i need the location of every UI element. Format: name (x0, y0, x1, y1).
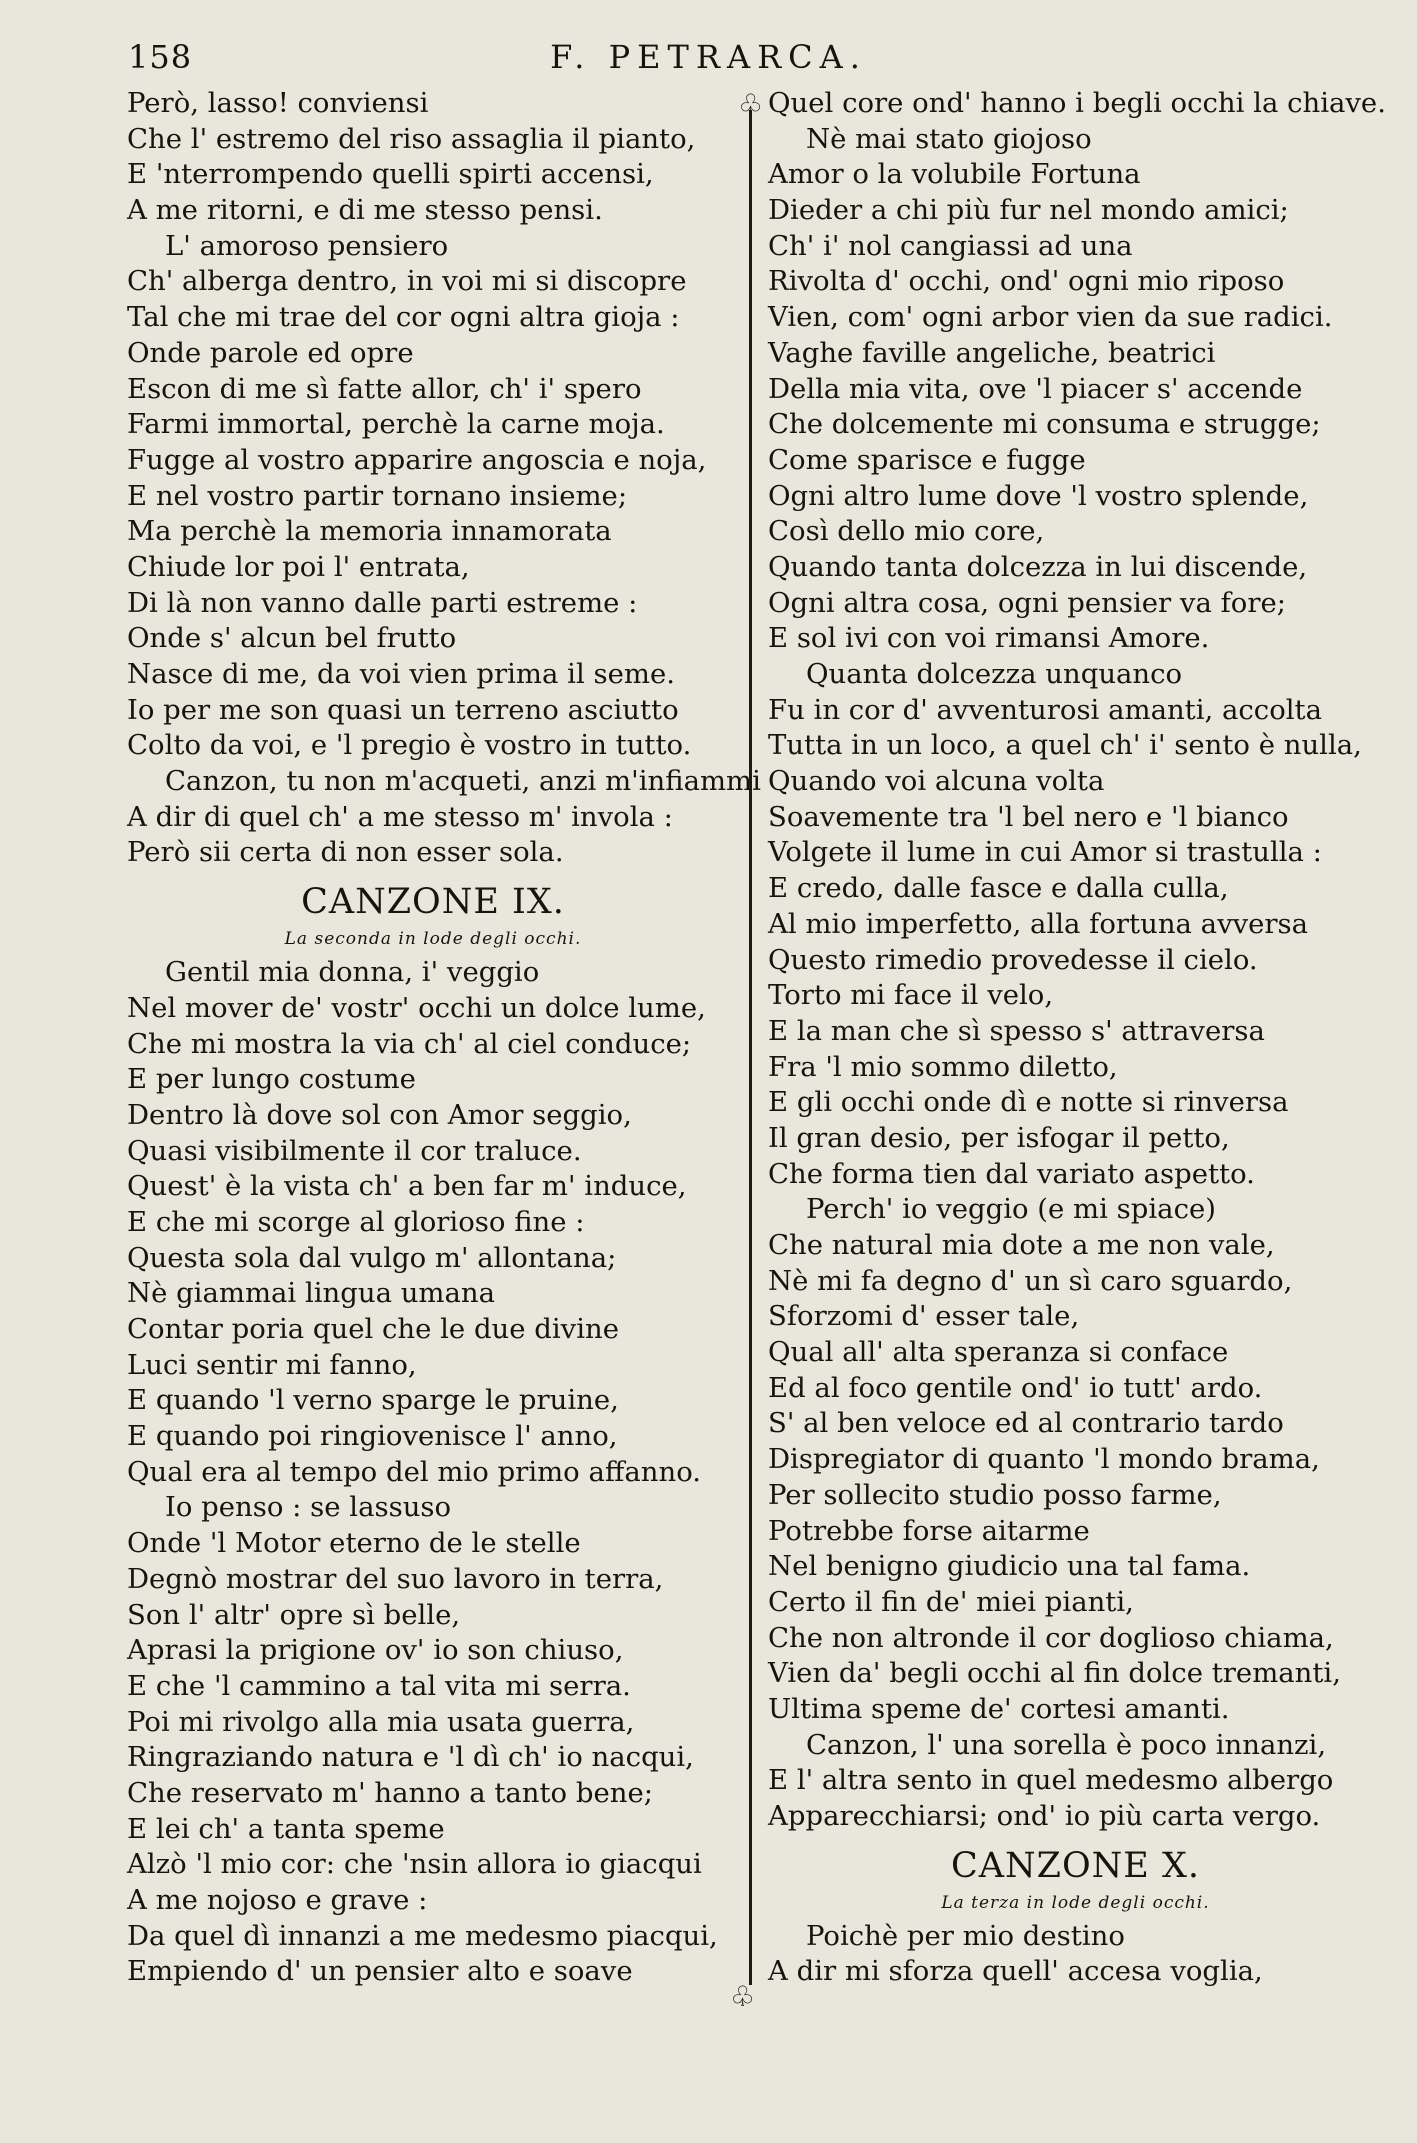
canzone-x-title: CANZONE X. (950, 1845, 1201, 1886)
right-column (768, 86, 1386, 1990)
verse-line: A dir mi sforza quell' accesa voglia, (768, 1955, 1263, 1988)
verse-line: Nè mi fa degno d' un sì caro sguardo, (768, 1264, 1293, 1297)
verse-line: Che mi mostra la via ch' al ciel conduce; (127, 1027, 692, 1060)
verse-line: Che l' estremo del riso assaglia il pianto, (127, 122, 696, 155)
left-column (127, 86, 761, 1990)
verse-line: A me ritorni, e di me stesso pensi. (127, 194, 603, 227)
verse-line: Quando tanta dolcezza in lui discende, (768, 550, 1308, 583)
canzone-ix-title: CANZONE IX. (301, 882, 565, 923)
verse-line: Questo rimedio provedesse il cielo. (768, 943, 1258, 976)
verse-line: Che natural mia dote a me non vale, (768, 1229, 1275, 1261)
verse-line: Fra 'l mio sommo diletto, (768, 1050, 1118, 1083)
verse-line: E sol ivi con voi rimansi Amore. (768, 622, 1210, 655)
verse-line: Però, lasso! conviensi (127, 87, 429, 119)
verse-line: Poi mi rivolgo alla mia usata guerra, (127, 1705, 635, 1738)
verse-line: Ch' i' nol cangiassi ad una (768, 229, 1133, 262)
verse-line: Vaghe faville angeliche, beatrici (768, 336, 1216, 369)
verse-line: E quando poi ringiovenisce l' anno, (127, 1420, 618, 1453)
column-divider (749, 110, 752, 1985)
verse-line: Volgete il lume in cui Amor si trastulla : (768, 836, 1322, 869)
verse-line: E che 'l cammino a tal vita mi serra. (127, 1669, 631, 1702)
verse-line: Nel benigno giudicio una tal fama. (768, 1550, 1251, 1583)
running-head: F. PETRARCA. (550, 38, 867, 76)
verse-line: Ringraziando natura e 'l dì ch' io nacqui, (127, 1741, 694, 1774)
verse-line: Che reservato m' hanno a tanto bene; (127, 1776, 653, 1809)
verse-line: Empiendo d' un pensier alto e soave (127, 1955, 633, 1988)
verse-line: Dispregiator di quanto 'l mondo brama, (768, 1443, 1320, 1476)
verse-line: Nè giammai lingua umana (127, 1277, 496, 1310)
verse-line: E credo, dalle fasce e dalla culla, (768, 872, 1229, 905)
verse-line: Aprasi la prigione ov' io son chiuso, (127, 1634, 624, 1667)
verse-line: Onde s' alcun bel frutto (127, 622, 457, 655)
verse-block-left-1 (127, 86, 761, 871)
verse-line: S' al ben veloce ed al contrario tardo (768, 1407, 1284, 1440)
verse-line: E la man che sì spesso s' attraversa (768, 1014, 1265, 1047)
verse-line: Quanta dolcezza unquanco (806, 658, 1183, 690)
verse-line: Io per me son quasi un terreno asciutto (127, 693, 679, 726)
verse-line: Potrebbe forse aitarme (768, 1514, 1090, 1547)
verse-line: Canzon, l' una sorella è poco innanzi, (806, 1728, 1327, 1761)
verse-line: Certo il fin de' miei pianti, (768, 1585, 1134, 1618)
verse-line: Son l' altr' opre sì belle, (127, 1598, 461, 1631)
verse-line: Canzon, tu non m'acqueti, anzi m'infiammi (165, 765, 761, 798)
verse-line: Il gran desio, per isfogar il petto, (768, 1121, 1230, 1154)
verse-line: Chiude lor poi l' entrata, (127, 550, 470, 583)
verse-line: Escon di me sì fatte allor, ch' i' spero (127, 372, 642, 405)
page-number: 158 (128, 38, 193, 76)
verse-line: Onde 'l Motor eterno de le stelle (127, 1527, 581, 1560)
verse-line: Che dolcemente mi consuma e strugge; (768, 408, 1321, 441)
verse-line: Ch' alberga dentro, in voi mi si discopre (127, 265, 687, 298)
verse-line: Così dello mio core, (768, 515, 1045, 548)
verse-line: E quando 'l verno sparge le pruine, (127, 1384, 619, 1417)
verse-line: E 'nterrompendo quelli spirti accensi, (127, 158, 654, 191)
verse-line: Che non altronde il cor doglioso chiama, (768, 1621, 1334, 1654)
verse-line: Nasce di me, da voi vien prima il seme. (127, 658, 675, 690)
verse-line: E per lungo costume (127, 1063, 416, 1096)
verse-line: Quest' è la vista ch' a ben far m' induce, (127, 1170, 687, 1203)
verse-line: Per sollecito studio posso farme, (768, 1478, 1222, 1511)
verse-line: Alzò 'l mio cor: che 'nsin allora io giacqui (127, 1848, 702, 1881)
verse-line: Nel mover de' vostr' occhi un dolce lume, (127, 991, 706, 1024)
verse-line: Io penso : se lassuso (165, 1491, 452, 1524)
verse-line: Quel core ond' hanno i begli occhi la chiave. (768, 87, 1386, 119)
verse-line: Che forma tien dal variato aspetto. (768, 1157, 1255, 1190)
verse-line: Poichè per mio destino (806, 1919, 1125, 1952)
verse-line: Ultima speme de' cortesi amanti. (768, 1692, 1230, 1725)
verse-line: Di là non vanno dalle parti estreme : (127, 586, 638, 619)
verse-line: Ogni altra cosa, ogni pensier va fore; (768, 586, 1287, 619)
verse-line: Degnò mostrar del suo lavoro in terra, (127, 1562, 664, 1595)
verse-line: Ma perchè la memoria innamorata (127, 515, 612, 548)
verse-line: Dentro là dove sol con Amor seggio, (127, 1098, 632, 1131)
verse-line: Fu in cor d' avventurosi amanti, accolta (768, 693, 1323, 726)
verse-block-left-2 (127, 955, 739, 1990)
verse-line: A dir di quel ch' a me stesso m' invola : (127, 800, 673, 833)
page-header (0, 38, 1417, 78)
verse-line: Fugge al vostro apparire angoscia e noja, (127, 443, 707, 476)
verse-line: Qual all' alta speranza si conface (768, 1336, 1229, 1369)
verse-line: E lei ch' a tanta speme (127, 1812, 445, 1845)
verse-line: Qual era al tempo del mio primo affanno. (127, 1455, 702, 1488)
verse-line: Luci sentir mi fanno, (127, 1348, 417, 1381)
verse-line: Torto mi face il velo, (768, 979, 1054, 1012)
verse-line: Ogni altro lume dove 'l vostro splende, (768, 479, 1309, 512)
verse-line: Dieder a chi più fur nel mondo amici; (768, 194, 1289, 227)
ornament-bottom-icon: ♧ (730, 1980, 756, 2013)
verse-line: Da quel dì innanzi a me medesmo piacqui, (127, 1919, 718, 1952)
verse-line: Ed al foco gentile ond' io tutt' ardo. (768, 1371, 1263, 1404)
canzone-ix-subtitle: La seconda in lode degli occhi. (284, 929, 582, 950)
verse-line: Onde parole ed opre (127, 336, 414, 369)
verse-line: Tal che mi trae del cor ogni altra gioja : (127, 301, 680, 334)
verse-line: Nè mai stato giojoso (806, 122, 1092, 155)
verse-line: E che mi scorge al glorioso fine : (127, 1205, 585, 1238)
verse-line: E l' altra sento in quel medesmo albergo (768, 1764, 1334, 1797)
verse-line: E gli occhi onde dì e notte si rinversa (768, 1086, 1289, 1119)
verse-line: Quasi visibilmente il cor traluce. (127, 1134, 582, 1167)
verse-line: Vien, com' ogni arbor vien da sue radici. (768, 301, 1333, 334)
verse-line: Soavemente tra 'l bel nero e 'l bianco (768, 800, 1289, 833)
verse-line: Tutta in un loco, a quel ch' i' sento è nulla, (768, 729, 1362, 762)
verse-line: Vien da' begli occhi al fin dolce tremanti, (768, 1657, 1341, 1690)
verse-line: Apparecchiarsi; ond' io più carta vergo. (768, 1800, 1321, 1832)
verse-line: A me nojoso e grave : (127, 1884, 428, 1916)
verse-line: Perch' io veggio (e mi spiace) (806, 1193, 1216, 1226)
ornament-top-icon: ♧ (738, 88, 764, 121)
verse-line: Rivolta d' occhi, ond' ogni mio riposo (768, 265, 1285, 298)
verse-line: Della mia vita, ove 'l piacer s' accende (768, 372, 1303, 405)
verse-line: Colto da voi, e 'l pregio è vostro in tutto. (127, 729, 692, 762)
verse-line: Al mio imperfetto, alla fortuna avversa (768, 907, 1309, 940)
canzone-x-subtitle: La terza in lode degli occhi. (941, 1892, 1210, 1913)
verse-line: L' amoroso pensiero (165, 229, 449, 262)
verse-line: Come sparisce e fugge (768, 443, 1086, 476)
verse-line: Sforzomi d' esser tale, (768, 1300, 1080, 1333)
verse-line: Amor o la volubile Fortuna (768, 158, 1141, 191)
verse-line: Però sii certa di non esser sola. (127, 836, 564, 869)
verse-line: Quando voi alcuna volta (768, 765, 1105, 798)
verse-line: Farmi immortal, perchè la carne moja. (127, 408, 665, 441)
verse-line: Gentil mia donna, i' veggio (165, 956, 540, 989)
verse-block-right-1 (768, 86, 1386, 1835)
verse-line: E nel vostro partir tornano insieme; (127, 479, 628, 512)
verse-block-right-2 (768, 1919, 1383, 1990)
verse-line: Contar poria quel che le due divine (127, 1313, 619, 1345)
verse-line: Questa sola dal vulgo m' allontana; (127, 1241, 617, 1274)
